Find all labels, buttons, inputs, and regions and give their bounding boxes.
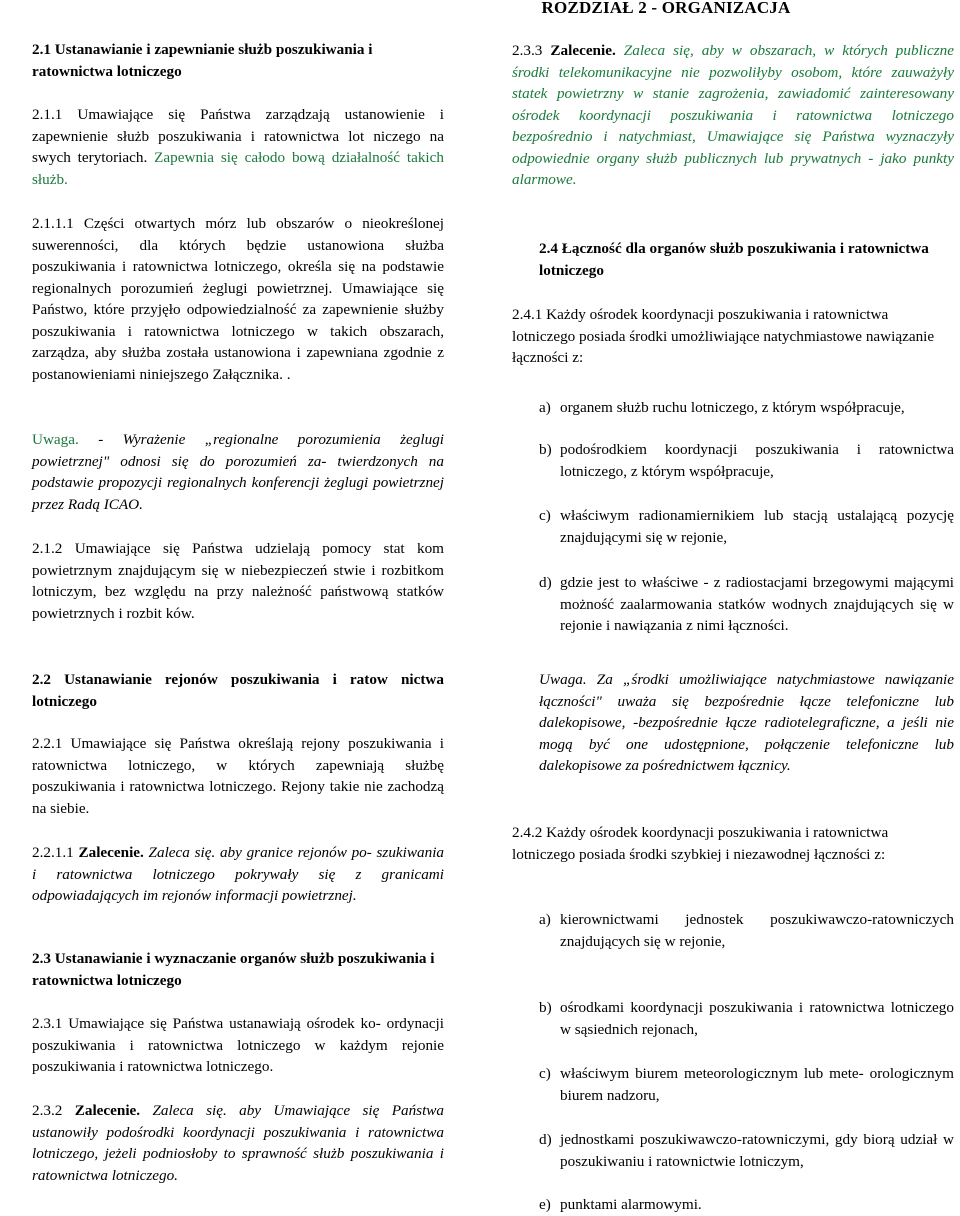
list-item-text: ośrodkami koordynacji poszukiwania i ratownictwa lotniczego w sąsiednich rejonach, (560, 999, 954, 1038)
paragraph-2-3-3 (512, 40, 954, 191)
paragraph-text: Każdy ośrodek koordynacji poszukiwania i ratownictwa lotniczego posiada środki szybkiej i niezawodnej łączności z: (512, 824, 889, 863)
list-item-label: c) (539, 507, 551, 524)
section-2-2-heading: 2.2 Ustanawianie rejonów poszukiwania i ratow nictwa lotniczego (32, 671, 444, 710)
paragraph-text-green: Zapewnia się całodo bową działalność takich służb. (32, 149, 444, 188)
paragraph-text: Umawiające się Państwa zarządzają ustanowienie i zapewnienie służb poszukiwania i ratownictwa lot niczego na swych terytoriach. (32, 106, 445, 166)
paragraph-number: 2.4.2 (512, 824, 543, 841)
list-item (539, 397, 954, 419)
recommendation-text: Zaleca się, aby w obszarach, w których publiczne środki telekomunikacyjne nie pozwoliłyby osobom, które zauważyły statek powietrzny w stanie zagrożenia, zawiadomić zainteresowany ośrodek koordynacji poszukiwania i ratownictwa lotniczego bezpośrednio i natychmiast, Umawiające się Państwa wyznaczyły odpowiednie organy służb publicznych lub prywatnych - jako punkty alarmowe. (512, 42, 955, 188)
list-item (539, 1129, 954, 1172)
paragraph-text: Każdy ośrodek koordynacji poszukiwania i ratownictwa lotniczego posiada środki umożliwiające natychmiastowe nawiązanie łączności z: (512, 306, 935, 366)
paragraph-number: 2.3.2 (32, 1102, 63, 1119)
list-item-label: b) (539, 999, 552, 1016)
recommendation-text: Zaleca się. aby granice rejonów po- szukiwania i ratownictwa lotniczego pokrywały się z granicami odpowiadających im rejonów informacji powietrznej. (32, 844, 445, 904)
paragraph-text: Części otwartych mórz lub obszarów o nieokreślonej suwerenności, dla których będzie ustanowiona służba poszukiwania i ratownictwa lotniczego, określa się na podstawie regionalnych porozumień żeglugi powietrznej. Umawiające się Państwo, które przyjęło odpowiedzialność za zapewnienie służby poszukiwania i ratownictwa lotniczego w takich obszarach, zarządza, aby służba została ustanowiona i zapewniana zgodnie z postanowieniami niniejszego Załącznika. . (32, 215, 445, 383)
list-item-text: właściwym radionamiernikiem lub stacją ustalającą pozycję znajdującymi się w rejonie, (560, 507, 954, 546)
list-item-text: organem służb ruchu lotniczego, z którym współpracuje, (560, 399, 905, 416)
recommendation-label: Zalecenie. (78, 844, 144, 861)
list-item (539, 1063, 954, 1106)
list-item-text: gdzie jest to właściwe - z radiostacjami brzegowymi mającymi możność zaalarmowania statków wodnych znajdujących się w rejonie i nawiązania z nimi łączności. (560, 574, 954, 634)
list-item-text: podośrodkiem koordynacji poszukiwania i ratownictwa lotniczego, z którym współpracuje, (560, 441, 954, 480)
paragraph-2-1-1 (32, 104, 444, 190)
list-item (539, 439, 954, 482)
paragraph-2-4-2 (512, 822, 954, 865)
paragraph-2-4-1 (512, 304, 954, 369)
list-item-text: punktami alarmowymi. (560, 1196, 702, 1213)
paragraph-2-1-2 (32, 538, 444, 624)
paragraph-number: 2.1.2 (32, 540, 63, 557)
note-text: - Wyrażenie „regionalne porozumienia żeglugi powietrznej" odnosi się do porozumień za- twierdzonych na podstawie propozycji regionalnych konferencji żeglugi powietrznej przez Radą ICAO. (32, 431, 445, 513)
paragraph-text: Umawiające się Państwa określają rejony poszukiwania i ratownictwa lotniczego, w których zapewniają służbę poszukiwania i ratownictwa lotniczego. Rejony takie nie zachodzą na siebie. (32, 735, 445, 817)
note-label: Uwaga. (32, 431, 79, 448)
note-regional-agreements (32, 429, 444, 515)
paragraph-number: 2.4.1 (512, 306, 543, 323)
list-item-text: jednostkami poszukiwawczo-ratowniczymi, gdy biorą udział w poszukiwaniu i ratownictwie lotniczym, (560, 1131, 954, 1170)
paragraph-2-3-2 (32, 1100, 444, 1186)
list-item-text: kierownictwami jednostek poszukiwawczo-ratowniczych znajdujących się w rejonie, (560, 911, 954, 950)
section-2-3-heading: 2.3 Ustanawianie i wyznaczanie organów służb poszukiwania i ratownictwa lotniczego (32, 950, 435, 989)
paragraph-2-2-1 (32, 733, 444, 819)
recommendation-label: Zalecenie. (550, 42, 616, 59)
list-item-label: a) (539, 911, 551, 928)
list-item-text: właściwym biurem meteorologicznym lub mete- orologicznym biurem nadzoru, (560, 1065, 954, 1104)
list-item-label: d) (539, 1131, 552, 1148)
list-item (539, 909, 954, 952)
paragraph-number: 2.2.1.1 (32, 844, 74, 861)
list-item-label: a) (539, 399, 551, 416)
paragraph-2-1-1-1 (32, 213, 444, 385)
section-2-4-heading: 2.4 Łączność dla organów służb poszukiwania i ratownictwa lotniczego (539, 240, 929, 279)
paragraph-number: 2.3.3 (512, 42, 543, 59)
chapter-title: ROZDZIAŁ 2 - ORGANIZACJA (541, 0, 791, 17)
paragraph-text: Umawiające się Państwa udzielają pomocy stat kom powietrznym znajdującym się w niebezpieczeń stwie i rozbitkom lotniczym, bez względu na przy należność państwową statków powietrznych i rozbit ków. (32, 540, 444, 622)
paragraph-number: 2.1.1.1 (32, 215, 74, 232)
list-item (539, 997, 954, 1040)
list-item-label: b) (539, 441, 552, 458)
recommendation-label: Zalecenie. (74, 1102, 141, 1119)
paragraph-number: 2.2.1 (32, 735, 63, 752)
list-item-label: c) (539, 1065, 551, 1082)
paragraph-number: 2.1.1 (32, 106, 63, 123)
paragraph-number: 2.3.1 (32, 1015, 63, 1032)
list-item (539, 1194, 954, 1216)
list-item (539, 572, 954, 637)
paragraph-2-2-1-1 (32, 842, 444, 907)
note-immediate-communication: Uwaga. Za „środki umożliwiające natychmiastowe nawiązanie łączności" uważa się bezpośrednie łącze telefoniczne lub dalekopisowe, -bezpośrednie łącze radiotelegraficzne, a jeśli nie mogą być one udostępnione, połączenie telefoniczne lub dalekopisowe za pośrednictwem łącznicy. (539, 671, 954, 774)
section-2-1-heading: 2.1 Ustanawianie i zapewnianie służb poszukiwania i ratownictwa lotniczego (32, 41, 373, 80)
paragraph-text: Umawiające się Państwa ustanawiają ośrodek ko- ordynacji poszukiwania i ratownictwa lotniczego w każdym rejonie poszukiwania i ratownictwa lotniczego. (32, 1015, 444, 1075)
list-item-label: e) (539, 1196, 551, 1213)
recommendation-text: Zaleca się. aby Umawiające się Państwa ustanowiły podośrodki koordynacji poszukiwania i ratownictwa lotniczego, jeżeli podniosłoby to sprawność służb poszukiwania i ratownictwa lotniczego. (32, 1102, 445, 1184)
list-item-label: d) (539, 574, 552, 591)
list-item (539, 505, 954, 548)
paragraph-2-3-1 (32, 1013, 444, 1078)
